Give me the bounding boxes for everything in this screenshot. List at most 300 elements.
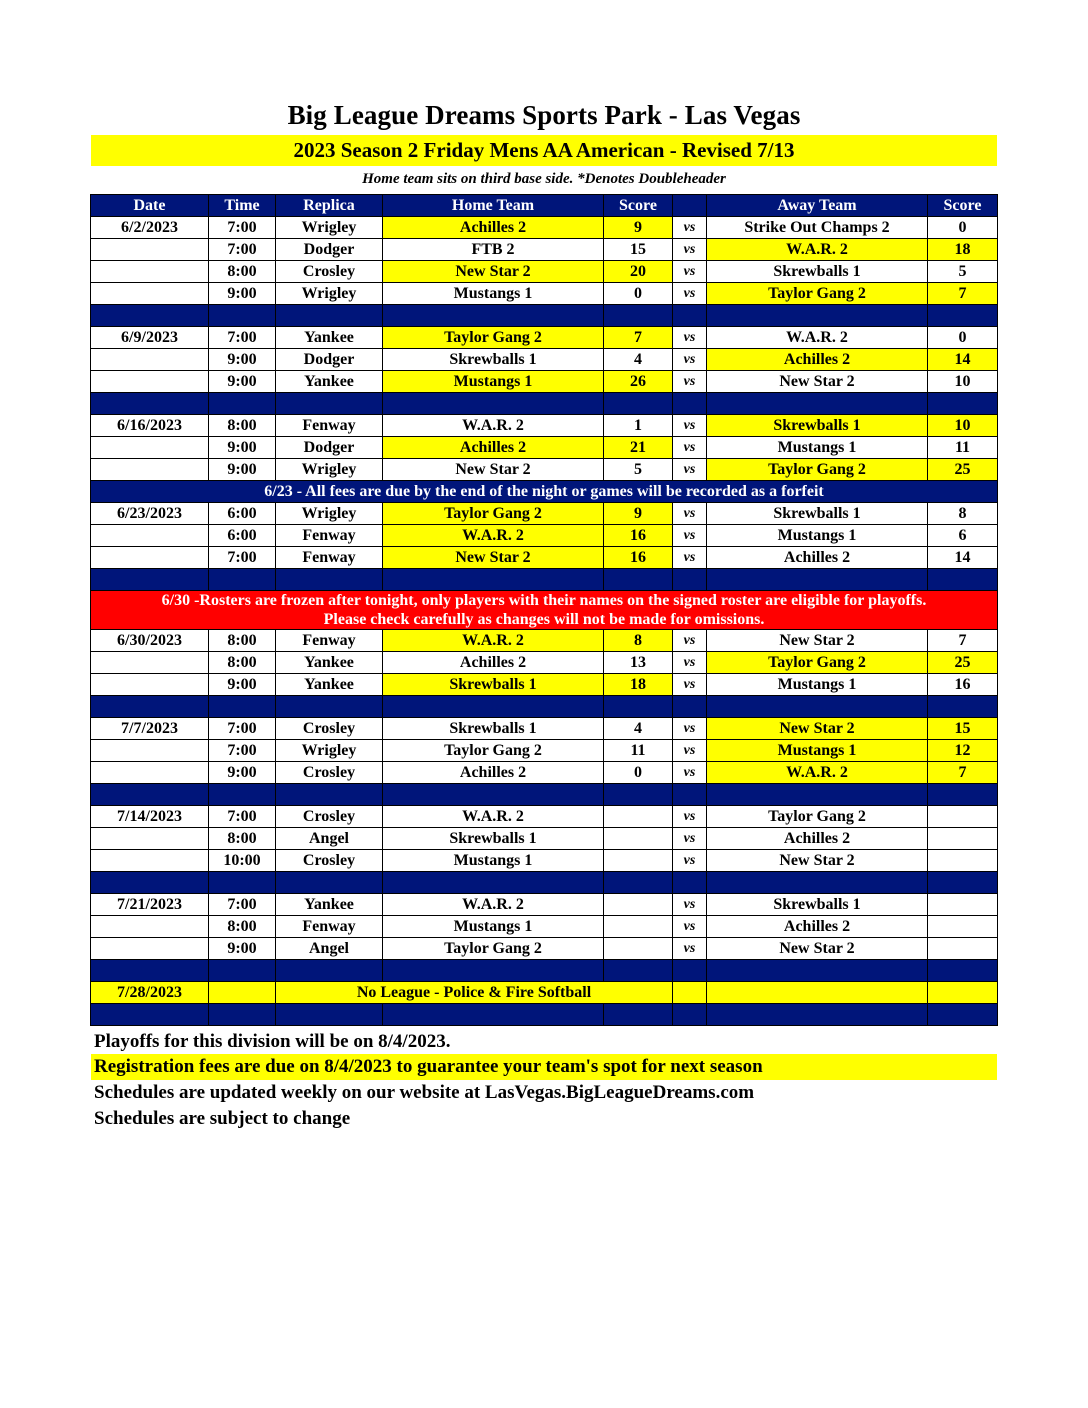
- vs-label: vs: [673, 261, 707, 283]
- away-team: Mustangs 1: [707, 740, 928, 762]
- separator-cell: [276, 784, 383, 806]
- home-team: Taylor Gang 2: [383, 740, 604, 762]
- home-team: New Star 2: [383, 261, 604, 283]
- schedule-table: [90, 194, 998, 1026]
- game-replica-field: Wrigley: [276, 459, 383, 481]
- game-replica-field: Yankee: [276, 894, 383, 916]
- away-team: Skrewballs 1: [707, 415, 928, 437]
- away-score: 6: [928, 525, 998, 547]
- game-date: [91, 762, 209, 784]
- separator-cell: [276, 305, 383, 327]
- game-replica-field: Wrigley: [276, 740, 383, 762]
- game-replica-field: Wrigley: [276, 283, 383, 305]
- home-score: 21: [604, 437, 673, 459]
- roster-notice-line-2: Please check carefully as changes will not be made for omissions.: [323, 611, 765, 628]
- separator-cell: [209, 569, 276, 591]
- away-score: 8: [928, 503, 998, 525]
- away-score: 5: [928, 261, 998, 283]
- game-replica-field: Angel: [276, 938, 383, 960]
- roster-notice-row: [91, 591, 998, 630]
- game-date: 7/14/2023: [91, 806, 209, 828]
- home-team: W.A.R. 2: [383, 894, 604, 916]
- separator-cell: [928, 960, 998, 982]
- game-date: 6/9/2023: [91, 327, 209, 349]
- game-date: [91, 850, 209, 872]
- game-date: [91, 437, 209, 459]
- game-time: 10:00: [209, 850, 276, 872]
- game-date: [91, 674, 209, 696]
- home-score: 13: [604, 652, 673, 674]
- away-score: 16: [928, 674, 998, 696]
- separator-cell: [707, 784, 928, 806]
- home-score: [604, 806, 673, 828]
- game-replica-field: Yankee: [276, 327, 383, 349]
- separator-cell: [928, 393, 998, 415]
- home-score: [604, 850, 673, 872]
- game-replica-field: Fenway: [276, 630, 383, 652]
- game-row: [91, 894, 998, 916]
- game-row: [91, 503, 998, 525]
- no-league-away: [707, 982, 928, 1004]
- home-score: 1: [604, 415, 673, 437]
- game-row: [91, 239, 998, 261]
- schedule-body: [91, 217, 998, 1026]
- no-league-row: [91, 982, 998, 1004]
- away-score: [928, 938, 998, 960]
- game-date: 7/7/2023: [91, 718, 209, 740]
- away-team: Mustangs 1: [707, 525, 928, 547]
- away-team: New Star 2: [707, 850, 928, 872]
- vs-label: vs: [673, 916, 707, 938]
- separator-cell: [209, 960, 276, 982]
- game-replica-field: Yankee: [276, 371, 383, 393]
- vs-label: vs: [673, 503, 707, 525]
- game-date: [91, 916, 209, 938]
- home-score: 4: [604, 718, 673, 740]
- game-time: 7:00: [209, 806, 276, 828]
- separator-cell: [209, 393, 276, 415]
- away-score: 7: [928, 762, 998, 784]
- game-date: [91, 283, 209, 305]
- home-score: 18: [604, 674, 673, 696]
- separator-cell: [91, 696, 209, 718]
- header-home-score: Score: [604, 195, 673, 217]
- header-away-team: Away Team: [707, 195, 928, 217]
- separator-cell: [604, 305, 673, 327]
- away-score: 7: [928, 630, 998, 652]
- game-row: [91, 850, 998, 872]
- separator-cell: [383, 872, 604, 894]
- game-time: 8:00: [209, 652, 276, 674]
- away-team: W.A.R. 2: [707, 239, 928, 261]
- home-score: [604, 916, 673, 938]
- away-score: 15: [928, 718, 998, 740]
- separator-cell: [928, 1004, 998, 1026]
- away-score: 14: [928, 547, 998, 569]
- separator-cell: [383, 305, 604, 327]
- game-row: [91, 938, 998, 960]
- away-team: Taylor Gang 2: [707, 806, 928, 828]
- home-team: Achilles 2: [383, 762, 604, 784]
- registration-note: [91, 1054, 997, 1080]
- separator-cell: [707, 1004, 928, 1026]
- header-date: Date: [91, 195, 209, 217]
- separator-cell: [276, 960, 383, 982]
- home-team: Skrewballs 1: [383, 349, 604, 371]
- separator-cell: [928, 872, 998, 894]
- home-team: Skrewballs 1: [383, 674, 604, 696]
- vs-label: vs: [673, 740, 707, 762]
- home-team: New Star 2: [383, 547, 604, 569]
- vs-label: vs: [673, 239, 707, 261]
- no-league-time: [209, 982, 276, 1004]
- away-team: Taylor Gang 2: [707, 652, 928, 674]
- separator-cell: [276, 569, 383, 591]
- separator-cell: [604, 960, 673, 982]
- separator-cell: [707, 305, 928, 327]
- away-score: 25: [928, 459, 998, 481]
- game-replica-field: Fenway: [276, 415, 383, 437]
- home-team: Achilles 2: [383, 437, 604, 459]
- game-time: 7:00: [209, 894, 276, 916]
- page-title: Big League Dreams Sports Park - Las Vegas: [287, 100, 801, 130]
- game-row: [91, 459, 998, 481]
- fees-notice: 6/23 - All fees are due by the end of the night or games will be recorded as a forfeit: [91, 481, 998, 503]
- separator-row: [91, 960, 998, 982]
- away-score: [928, 894, 998, 916]
- home-team: W.A.R. 2: [383, 415, 604, 437]
- separator-cell: [673, 872, 707, 894]
- game-time: 9:00: [209, 371, 276, 393]
- game-replica-field: Dodger: [276, 239, 383, 261]
- away-team: Achilles 2: [707, 349, 928, 371]
- home-team: W.A.R. 2: [383, 630, 604, 652]
- header-home-team: Home Team: [383, 195, 604, 217]
- home-score: [604, 828, 673, 850]
- game-time: 7:00: [209, 327, 276, 349]
- home-score: 0: [604, 762, 673, 784]
- vs-label: vs: [673, 762, 707, 784]
- header-vs: [673, 195, 707, 217]
- game-replica-field: Wrigley: [276, 217, 383, 239]
- game-row: [91, 415, 998, 437]
- game-date: [91, 239, 209, 261]
- home-team: New Star 2: [383, 459, 604, 481]
- away-score: 25: [928, 652, 998, 674]
- game-replica-field: Angel: [276, 828, 383, 850]
- game-time: 9:00: [209, 762, 276, 784]
- separator-cell: [673, 784, 707, 806]
- game-date: 6/23/2023: [91, 503, 209, 525]
- away-team: New Star 2: [707, 718, 928, 740]
- game-replica-field: Dodger: [276, 349, 383, 371]
- game-replica-field: Yankee: [276, 674, 383, 696]
- separator-cell: [209, 1004, 276, 1026]
- home-team: Skrewballs 1: [383, 828, 604, 850]
- away-score: 10: [928, 415, 998, 437]
- home-score: 26: [604, 371, 673, 393]
- game-replica-field: Crosley: [276, 718, 383, 740]
- game-row: [91, 547, 998, 569]
- game-time: 8:00: [209, 916, 276, 938]
- schedule-note: Home team sits on third base side. *Denotes Doubleheader: [362, 171, 726, 187]
- home-score: 9: [604, 217, 673, 239]
- home-score: 15: [604, 239, 673, 261]
- separator-cell: [928, 569, 998, 591]
- game-replica-field: Crosley: [276, 850, 383, 872]
- game-row: [91, 437, 998, 459]
- no-league-score: [928, 982, 998, 1004]
- separator-row: [91, 872, 998, 894]
- separator-cell: [707, 393, 928, 415]
- home-team: Skrewballs 1: [383, 718, 604, 740]
- playoffs-note: Playoffs for this division will be on 8/4/2023.: [94, 1031, 451, 1052]
- separator-row: [91, 1004, 998, 1026]
- separator-cell: [209, 872, 276, 894]
- away-score: 0: [928, 217, 998, 239]
- vs-label: vs: [673, 718, 707, 740]
- away-team: Strike Out Champs 2: [707, 217, 928, 239]
- away-team: W.A.R. 2: [707, 762, 928, 784]
- home-score: 16: [604, 547, 673, 569]
- game-date: [91, 828, 209, 850]
- vs-label: vs: [673, 828, 707, 850]
- game-date: [91, 740, 209, 762]
- home-team: Mustangs 1: [383, 916, 604, 938]
- separator-cell: [276, 393, 383, 415]
- game-date: [91, 371, 209, 393]
- separator-cell: [91, 305, 209, 327]
- game-time: 8:00: [209, 630, 276, 652]
- home-team: Taylor Gang 2: [383, 327, 604, 349]
- separator-cell: [383, 784, 604, 806]
- vs-label: vs: [673, 674, 707, 696]
- vs-label: vs: [673, 415, 707, 437]
- game-time: 9:00: [209, 938, 276, 960]
- separator-cell: [928, 784, 998, 806]
- away-team: Mustangs 1: [707, 437, 928, 459]
- home-score: 5: [604, 459, 673, 481]
- header-replica: Replica: [276, 195, 383, 217]
- separator-row: [91, 305, 998, 327]
- away-score: 11: [928, 437, 998, 459]
- away-score: 18: [928, 239, 998, 261]
- away-score: [928, 850, 998, 872]
- vs-label: vs: [673, 894, 707, 916]
- registration-text: Registration fees are due on 8/4/2023 to guarantee your team's spot for next season: [94, 1056, 763, 1077]
- separator-cell: [276, 1004, 383, 1026]
- game-date: [91, 525, 209, 547]
- separator-cell: [91, 872, 209, 894]
- vs-label: vs: [673, 349, 707, 371]
- game-row: [91, 283, 998, 305]
- away-score: [928, 806, 998, 828]
- game-date: [91, 349, 209, 371]
- away-team: Taylor Gang 2: [707, 283, 928, 305]
- game-time: 6:00: [209, 525, 276, 547]
- separator-cell: [707, 569, 928, 591]
- separator-cell: [383, 696, 604, 718]
- vs-label: vs: [673, 938, 707, 960]
- home-score: 9: [604, 503, 673, 525]
- separator-cell: [673, 696, 707, 718]
- home-score: 11: [604, 740, 673, 762]
- separator-cell: [673, 1004, 707, 1026]
- separator-row: [91, 784, 998, 806]
- game-row: [91, 740, 998, 762]
- game-row: [91, 674, 998, 696]
- game-replica-field: Crosley: [276, 762, 383, 784]
- home-score: 8: [604, 630, 673, 652]
- separator-cell: [673, 393, 707, 415]
- vs-label: vs: [673, 525, 707, 547]
- away-team: New Star 2: [707, 938, 928, 960]
- vs-label: vs: [673, 217, 707, 239]
- game-time: 8:00: [209, 828, 276, 850]
- subject-note: Schedules are subject to change: [94, 1108, 351, 1129]
- separator-cell: [383, 960, 604, 982]
- away-team: Skrewballs 1: [707, 261, 928, 283]
- away-team: Skrewballs 1: [707, 894, 928, 916]
- away-team: W.A.R. 2: [707, 327, 928, 349]
- away-score: [928, 828, 998, 850]
- separator-row: [91, 569, 998, 591]
- home-team: Taylor Gang 2: [383, 938, 604, 960]
- game-replica-field: Crosley: [276, 261, 383, 283]
- game-replica-field: Dodger: [276, 437, 383, 459]
- no-league-vs: [673, 982, 707, 1004]
- no-league-date: 7/28/2023: [91, 982, 209, 1004]
- separator-cell: [91, 1004, 209, 1026]
- game-replica-field: Wrigley: [276, 503, 383, 525]
- game-time: 9:00: [209, 459, 276, 481]
- home-score: 7: [604, 327, 673, 349]
- home-score: 20: [604, 261, 673, 283]
- home-team: Taylor Gang 2: [383, 503, 604, 525]
- game-replica-field: Crosley: [276, 806, 383, 828]
- game-replica-field: Yankee: [276, 652, 383, 674]
- game-replica-field: Fenway: [276, 525, 383, 547]
- separator-cell: [209, 696, 276, 718]
- away-team: Taylor Gang 2: [707, 459, 928, 481]
- season-subtitle: 2023 Season 2 Friday Mens AA American - Revised 7/13: [91, 135, 997, 166]
- home-team: W.A.R. 2: [383, 806, 604, 828]
- separator-cell: [604, 872, 673, 894]
- game-date: 7/21/2023: [91, 894, 209, 916]
- away-team: Achilles 2: [707, 547, 928, 569]
- game-row: [91, 916, 998, 938]
- home-team: FTB 2: [383, 239, 604, 261]
- game-row: [91, 828, 998, 850]
- home-team: Achilles 2: [383, 217, 604, 239]
- roster-notice: [91, 591, 998, 630]
- home-team: Mustangs 1: [383, 850, 604, 872]
- game-row: [91, 806, 998, 828]
- game-row: [91, 652, 998, 674]
- home-team: Achilles 2: [383, 652, 604, 674]
- separator-cell: [383, 393, 604, 415]
- home-team: W.A.R. 2: [383, 525, 604, 547]
- separator-row: [91, 393, 998, 415]
- game-date: [91, 547, 209, 569]
- game-time: 7:00: [209, 217, 276, 239]
- away-score: 14: [928, 349, 998, 371]
- separator-cell: [673, 305, 707, 327]
- game-time: 8:00: [209, 261, 276, 283]
- vs-label: vs: [673, 850, 707, 872]
- website-note: Schedules are updated weekly on our website at LasVegas.BigLeagueDreams.com: [94, 1082, 755, 1103]
- separator-cell: [276, 872, 383, 894]
- game-date: [91, 261, 209, 283]
- header-row: [91, 195, 998, 217]
- away-team: Achilles 2: [707, 916, 928, 938]
- game-date: [91, 652, 209, 674]
- game-row: [91, 630, 998, 652]
- separator-cell: [276, 696, 383, 718]
- separator-row: [91, 696, 998, 718]
- away-score: 12: [928, 740, 998, 762]
- separator-cell: [707, 960, 928, 982]
- no-league-text: No League - Police & Fire Softball: [276, 982, 673, 1004]
- away-score: 10: [928, 371, 998, 393]
- home-team: Mustangs 1: [383, 283, 604, 305]
- vs-label: vs: [673, 547, 707, 569]
- separator-cell: [209, 305, 276, 327]
- header-time: Time: [209, 195, 276, 217]
- game-time: 7:00: [209, 547, 276, 569]
- home-score: 4: [604, 349, 673, 371]
- game-date: [91, 459, 209, 481]
- game-replica-field: Fenway: [276, 547, 383, 569]
- vs-label: vs: [673, 652, 707, 674]
- game-time: 6:00: [209, 503, 276, 525]
- game-row: [91, 762, 998, 784]
- home-score: [604, 938, 673, 960]
- separator-cell: [604, 569, 673, 591]
- separator-cell: [91, 393, 209, 415]
- away-team: Mustangs 1: [707, 674, 928, 696]
- game-date: 6/2/2023: [91, 217, 209, 239]
- game-row: [91, 349, 998, 371]
- game-row: [91, 217, 998, 239]
- separator-cell: [673, 960, 707, 982]
- game-row: [91, 327, 998, 349]
- away-score: 7: [928, 283, 998, 305]
- separator-cell: [707, 872, 928, 894]
- separator-cell: [91, 569, 209, 591]
- away-score: [928, 916, 998, 938]
- separator-cell: [673, 569, 707, 591]
- vs-label: vs: [673, 806, 707, 828]
- away-score: 0: [928, 327, 998, 349]
- vs-label: vs: [673, 437, 707, 459]
- game-time: 9:00: [209, 437, 276, 459]
- home-score: 16: [604, 525, 673, 547]
- separator-cell: [383, 569, 604, 591]
- separator-cell: [604, 1004, 673, 1026]
- separator-cell: [928, 305, 998, 327]
- separator-cell: [604, 784, 673, 806]
- game-row: [91, 525, 998, 547]
- fees-notice-row: [91, 481, 998, 503]
- away-team: New Star 2: [707, 630, 928, 652]
- away-team: New Star 2: [707, 371, 928, 393]
- game-date: 6/30/2023: [91, 630, 209, 652]
- game-row: [91, 718, 998, 740]
- home-team: Mustangs 1: [383, 371, 604, 393]
- game-replica-field: Fenway: [276, 916, 383, 938]
- away-team: Skrewballs 1: [707, 503, 928, 525]
